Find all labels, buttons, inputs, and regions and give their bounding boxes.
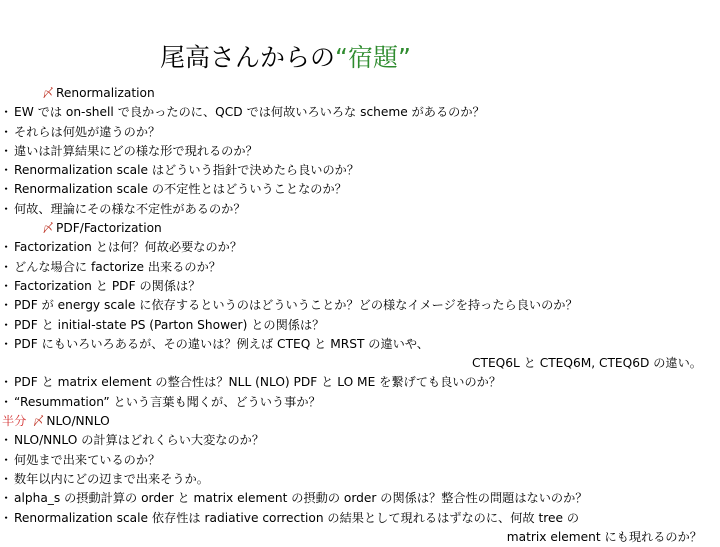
bullet-icon: ・ bbox=[0, 317, 13, 332]
line-text: PDF が energy scale に依存するというのはどういうことか？どの様なイメージを持ったら良いのか？ bbox=[14, 298, 578, 313]
bullet-icon: ・ bbox=[0, 240, 13, 255]
line-text: PDF/Factorization bbox=[56, 221, 162, 236]
line-text: Renormalization scale はどういう指針で決めたら良いのか？ bbox=[14, 163, 360, 178]
section-header bbox=[2, 412, 710, 431]
question-item bbox=[0, 509, 710, 528]
bullet-icon: ・ bbox=[0, 124, 13, 139]
question-item bbox=[0, 277, 710, 296]
bullet-icon: ・ bbox=[0, 491, 13, 506]
question-item bbox=[0, 451, 710, 470]
bullet-icon: ・ bbox=[0, 201, 13, 216]
bullet-icon: ・ bbox=[0, 143, 13, 158]
bullet-icon: ・ bbox=[0, 394, 13, 409]
question-item bbox=[0, 470, 710, 489]
question-item bbox=[0, 393, 710, 412]
title-highlight: “宿題” bbox=[335, 43, 411, 72]
line-text: それらは何処が違うのか？ bbox=[14, 124, 161, 139]
line-text: Renormalization scale の不定性とはどういうことなのか？ bbox=[14, 182, 347, 197]
line-text: 違いは計算結果にどの様な形で現れるのか？ bbox=[14, 143, 258, 158]
line-text: 何処まで出来ているのか？ bbox=[14, 452, 161, 467]
question-item bbox=[0, 142, 710, 161]
question-item bbox=[0, 373, 710, 392]
question-item bbox=[0, 161, 710, 180]
question-item bbox=[0, 180, 710, 199]
bullet-icon: ・ bbox=[0, 105, 13, 120]
continuation-line bbox=[50, 354, 710, 373]
slide-title bbox=[160, 38, 411, 74]
bullet-icon: ・ bbox=[0, 375, 13, 390]
line-text: PDF と initial-state PS (Parton Shower) との関係は？ bbox=[14, 317, 325, 332]
question-list bbox=[0, 84, 710, 547]
line-text: CTEQ6L と CTEQ6M, CTEQ6D の違い。 bbox=[471, 356, 702, 371]
bullet-icon: ・ bbox=[0, 298, 13, 313]
line-text: NLO/NNLO の計算はどれくらい大変なのか？ bbox=[14, 433, 265, 448]
checkmark-icon: 〆 bbox=[42, 86, 55, 100]
bullet-icon: ・ bbox=[0, 259, 13, 274]
continuation-line bbox=[50, 528, 710, 547]
question-item bbox=[0, 489, 710, 508]
checkmark-icon: 〆 bbox=[32, 414, 45, 429]
question-item bbox=[0, 200, 710, 219]
line-text: Factorization とは何？何故必要なのか？ bbox=[14, 240, 243, 255]
question-item bbox=[0, 335, 710, 354]
line-text: どんな場合に factorize 出来るのか？ bbox=[14, 259, 221, 274]
question-item bbox=[0, 238, 710, 257]
question-item bbox=[0, 431, 710, 450]
question-item bbox=[0, 296, 710, 315]
line-text: Renormalization scale 依存性は radiative correction の結果として現れるはずなのに、何故 tree の bbox=[14, 510, 580, 525]
title-main: 尾高さんからの bbox=[160, 43, 336, 72]
question-item bbox=[0, 316, 710, 335]
line-text: NLO/NNLO bbox=[46, 414, 110, 429]
question-item bbox=[0, 103, 710, 122]
line-text: alpha_s の摂動計算の order と matrix element の摂動の order の関係は？整合性の問題はないのか？ bbox=[14, 491, 588, 506]
bullet-icon: ・ bbox=[0, 471, 13, 486]
bullet-icon: ・ bbox=[0, 336, 13, 351]
section-header bbox=[42, 219, 710, 238]
line-text: 数年以内にどの辺まで出来そうか。 bbox=[14, 471, 209, 486]
question-item bbox=[0, 123, 710, 142]
bullet-icon: ・ bbox=[0, 163, 13, 178]
line-text: PDF にもいろいろあるが、その違いは？例えば CTEQ と MRST の違いや、 bbox=[14, 336, 429, 351]
line-text: Renormalization bbox=[56, 86, 155, 100]
section-header bbox=[42, 84, 710, 103]
line-text: “Resummation” という言葉も聞くが、どういう事か？ bbox=[14, 394, 321, 409]
bullet-icon: ・ bbox=[0, 510, 13, 525]
question-item bbox=[0, 258, 710, 277]
line-text: 何故、理論にその様な不定性があるのか？ bbox=[14, 201, 246, 216]
line-text: PDF と matrix element の整合性は？NLL (NLO) PDF と LO ME を繋げても良いのか？ bbox=[14, 375, 502, 390]
line-text: matrix element にも現れるのか？ bbox=[506, 529, 702, 544]
line-text: EW では on-shell で良かったのに、QCD では何故いろいろな scheme があるのか？ bbox=[14, 105, 485, 120]
bullet-icon: ・ bbox=[0, 182, 13, 197]
bullet-icon: ・ bbox=[0, 433, 13, 448]
checkmark-icon: 〆 bbox=[42, 221, 55, 236]
bullet-icon: ・ bbox=[0, 452, 13, 467]
line-text: Factorization と PDF の関係は？ bbox=[14, 278, 201, 293]
half-tag: 半分 bbox=[2, 414, 27, 429]
bullet-icon: ・ bbox=[0, 278, 13, 293]
